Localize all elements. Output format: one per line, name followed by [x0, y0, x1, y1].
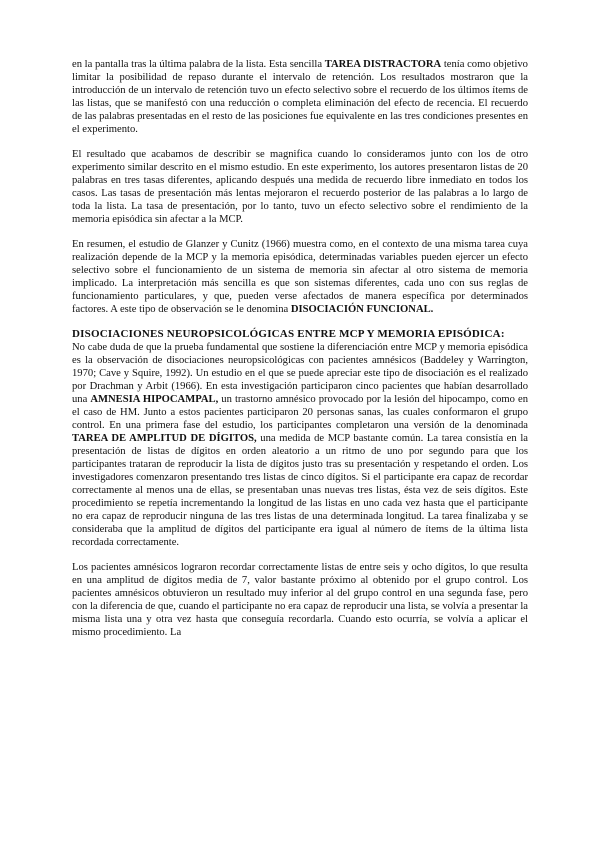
paragraph-text: En resumen, el estudio de Glanzer y Cunitz (1966) muestra como, en el contexto de una misma tarea cuya realización depende de la MCP y la memoria episódica, determinadas variables pueden ejercer un efecto selectivo sobre el funcionamiento de un sistema de memoria sin afectar al otro sistema de memoria implicado. La interpretación más sencilla es que son sistemas diferentes, cada uno con sus reglas de funcionamiento particulares, y que, pueden verse afectados de manera específica por determinados factores. A este tipo de observación se le denomina — [72, 239, 528, 315]
paragraph-text: en la pantalla tras la última palabra de la lista. Esta sencilla — [72, 59, 325, 70]
section-heading: DISOCIACIONES NEUROPSICOLÓGICAS ENTRE MCP Y MEMORIA EPISÓDICA: — [72, 328, 505, 340]
paragraph-text: No cabe duda de que la prueba fundamental que sostiene la diferenciación entre MCP y memoria episódica es la observación de disociaciones neuropsicológicas con pacientes amnésicos (Baddeley y Warrington, 1970; Cave y Squire, 1992). Un estudio en el que se puede apreciar este tipo de disociación es el realizado por Drachman y Arbit (1966). En esta investigación participaron cinco pacientes que habían desarrollado una — [72, 342, 528, 405]
paragraph-text: Los pacientes amnésicos lograron recordar correctamente listas de entre seis y ocho dígitos, lo que resulta en una amplitud de dígitos media de 7, valor bastante próximo al obtenido por el grupo control. Los pacientes amnésicos obtuvieron un resultado muy inferior al del grupo control en una segunda fase, pero con la diferencia de que, cuando el participante no era capaz de reproducir una lista, se volvía a presentar la misma lista una y otra vez hasta que conseguía recordarla. Cuando esto ocurría, se volvía a aplicar el mismo procedimiento. La — [72, 562, 528, 638]
paragraph-text: una medida de MCP bastante común. La tarea consistía en la presentación de listas de dígitos en orden aleatorio a un ritmo de uno por segundo para que los participantes trataran de reproducir la lista de dígitos justo tras su presentación y respetando el orden. Los investigadores comenzaron presentando tres listas de cinco dígitos. Si el participante era capaz de recordar correctamente al menos una de ellas, se presentaban unas nuevas tres listas, ésta vez de seis dígitos. Este procedimiento se repetía incrementando la longitud de las listas en uno cada vez hasta que el participante no era capaz de reproducir ninguna de las tres listas de una determinada longitud. La tarea finalizaba y se consideraba que la amplitud de dígitos del participante era igual al número de ítems de la última lista recordada correctamente. — [72, 433, 528, 548]
paragraph-text: tenía como objetivo limitar la posibilidad de repaso durante el intervalo de retención. Los resultados mostraron que la introducción de un intervalo de retención tuvo un efecto selectivo sobre el recuerdo de los últimos ítems de las listas, que se manifestó con una reducción o completa eliminación del efecto de recencia. El recuerdo de las palabras presentadas en el resto de las posiciones fue equivalente en las tres condiciones presentes en el experimento. — [72, 59, 528, 135]
bold-term-digit-span-task: TAREA DE AMPLITUD DE DÍGITOS, — [72, 433, 257, 444]
bold-term-hippocampal-amnesia: AMNESIA HIPOCAMPAL, — [90, 394, 219, 405]
paragraph-amnesic-results — [72, 561, 528, 639]
paragraph-text: El resultado que acabamos de describir se magnifica cuando lo consideramos junto con los de otro experimento similar descrito en el mismo estudio. En este experimento, los autores presentaron listas de 20 palabras en tres tasas diferentes, aplicando después una medida de recuerdo libre inmediato en todos los casos. Las tasas de presentación más lentas mejoraron el recuerdo posterior de las palabras a lo largo de toda la lista. La tasa de presentación, por lo tanto, tuvo un efecto selectivo sobre el rendimiento de la memoria episódica sin afectar a la MCP. — [72, 149, 528, 225]
paragraph-neuropsych-dissociations — [72, 341, 528, 549]
paragraph-second-experiment — [72, 148, 528, 226]
bold-term-functional-dissociation: DISOCIACIÓN FUNCIONAL. — [290, 304, 434, 315]
bold-term-distractor-task: TAREA DISTRACTORA — [324, 59, 442, 70]
paragraph-text: un trastorno amnésico provocado por la lesión del hipocampo, como en el caso de HM. Junto a estos pacientes participaron 20 personas sanas, las cuales conformaron el grupo control. En una primera fase del estudio, los participantes completaron una versión de la denominada — [72, 394, 528, 431]
paragraph-distractor-task — [72, 58, 528, 136]
paragraph-summary — [72, 238, 528, 316]
